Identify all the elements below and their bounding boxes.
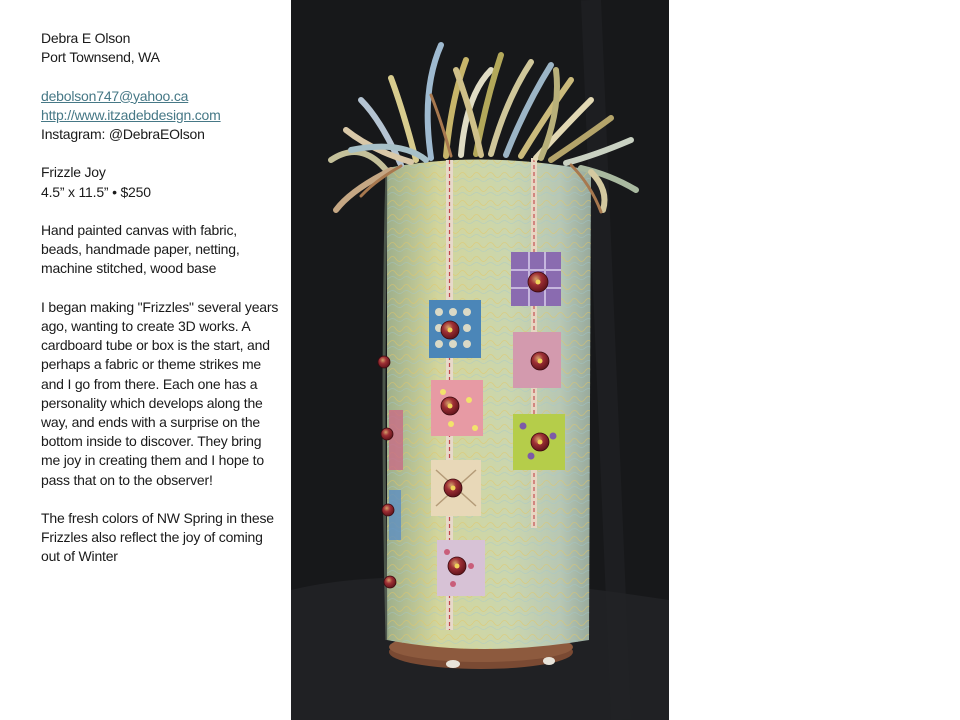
artist-location: Port Townsend, WA <box>41 49 160 66</box>
artist-statement: I began making "Frizzles" several years ago, wanting to create 3D works. A cardboard tube or box is the start, and perhaps a fabric or theme strikes me and I go from there. Each one has a personality which develops along the way, and ends with a surprise on the bottom inside to discover. They bring me joy in creating them and I hope to pass that on to the observer! <box>41 298 279 488</box>
artist-name: Debra E Olson <box>41 30 131 46</box>
artwork-note: The fresh colors of NW Spring in these Frizzles also reflect the joy of coming out of Winter <box>41 510 274 565</box>
email-link[interactable]: debolson747@yahoo.ca <box>41 87 189 104</box>
website-link[interactable]: http://www.itzadebdesign.com <box>41 106 221 123</box>
artwork-title: Frizzle Joy <box>41 164 106 181</box>
artwork-photo <box>291 0 669 720</box>
artwork-materials: Hand painted canvas with fabric, beads, handmade paper, netting, machine stitched, wood base <box>41 221 240 277</box>
artist-info-column <box>41 29 281 567</box>
artwork-dimensions-price: 4.5” x 11.5” • $250 <box>41 183 151 200</box>
instagram-handle: Instagram: @DebraEOlson <box>41 126 205 142</box>
frizzle-sculpture-image <box>291 0 669 720</box>
